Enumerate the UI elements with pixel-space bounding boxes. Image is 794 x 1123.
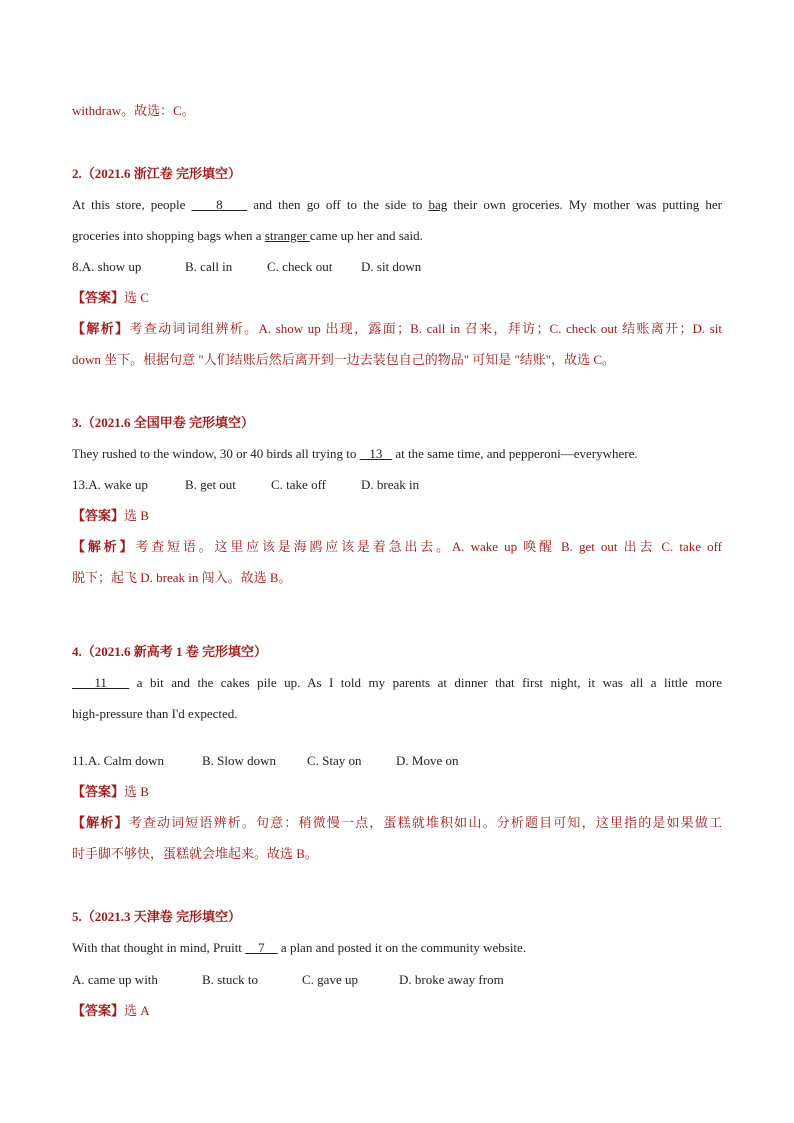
option-c: C. gave up: [302, 972, 358, 987]
analysis-label: 【解析】: [72, 815, 129, 830]
analysis-text: 考查短语。这里应该是海鸥应该是着急出去。A. wake up 唤醒 B. get out 出去 C. take off: [135, 539, 722, 554]
question-2-heading: 2.（2021.6 浙江卷 完形填空）: [72, 166, 242, 181]
question-4-heading: 4.（2021.6 新高考 1 卷 完形填空）: [72, 644, 268, 659]
option-a: A. came up with: [72, 972, 158, 987]
question-5-passage-line-1: [72, 940, 722, 956]
option-b: B. Slow down: [202, 753, 277, 768]
underlined-word-bag: bag: [428, 197, 448, 212]
answer-value: 选 B: [124, 508, 149, 523]
passage-text: their own groceries. My mother was putting her: [447, 197, 722, 212]
blank-7: 7: [245, 940, 278, 955]
question-3-options: [72, 477, 722, 493]
option-a: 8.A. show up: [72, 259, 142, 274]
option-d: D. break in: [361, 477, 420, 492]
question-4-analysis-line-2: 时手脚不够快，蛋糕就会堆起来。故选 B。: [72, 846, 318, 861]
option-a: 11.A. Calm down: [72, 753, 164, 768]
answer-label: 【答案】: [72, 508, 125, 523]
option-b: B. stuck to: [202, 972, 258, 987]
answer-label: 【答案】: [72, 290, 125, 305]
question-4-analysis-line-1: [72, 815, 722, 831]
question-4-passage-line-1: [72, 675, 722, 691]
option-c: C. Stay on: [307, 753, 362, 768]
analysis-text: 考查动词短语辨析。句意：稍微慢一点，蛋糕就堆积如山。分析题目可知，这里指的是如果做工: [128, 815, 722, 830]
option-d: D. Move on: [396, 753, 459, 768]
question-2-analysis-line-2: down 坐下。根据句意 "人们结账后然后离开到一边去装包自己的物品" 可知是 "结账"，故选 C。: [72, 352, 616, 367]
passage-text: and then go off to the side to: [247, 197, 429, 212]
passage-text: They rushed to the window, 30 or 40 birds all trying to: [72, 446, 360, 461]
answer-label: 【答案】: [72, 1003, 125, 1018]
previous-analysis-tail: withdraw。故选：C。: [72, 103, 195, 118]
question-2-passage-line-2: [72, 228, 722, 244]
underlined-word-stranger: stranger: [264, 228, 310, 243]
passage-text: With that thought in mind, Pruitt: [72, 940, 246, 955]
option-d: D. sit down: [361, 259, 422, 274]
option-b: B. call in: [185, 259, 233, 274]
question-4-passage-line-2: high-pressure than I'd expected.: [72, 706, 238, 721]
question-2-options: [72, 259, 722, 275]
question-4-answer: [72, 784, 722, 800]
blank-11: 11: [72, 675, 130, 690]
question-5-answer: [72, 1003, 722, 1019]
option-d: D. broke away from: [399, 972, 504, 987]
passage-text: At this store, people: [72, 197, 192, 212]
answer-value: 选 C: [124, 290, 149, 305]
question-5-heading: 5.（2021.3 天津卷 完形填空）: [72, 909, 242, 924]
passage-text: at the same time, and pepperoni—everywhere.: [392, 446, 638, 461]
passage-text: groceries into shopping bags when a: [72, 228, 265, 243]
passage-text: a bit and the cakes pile up. As I told my parents at dinner that first night, it was all a little more: [129, 675, 722, 690]
analysis-label: 【解析】: [72, 321, 130, 336]
question-2-answer: [72, 290, 722, 306]
option-c: C. take off: [271, 477, 326, 492]
question-3-analysis-line-2: 脱下；起飞 D. break in 闯入。故选 B。: [72, 570, 292, 585]
question-4-options: [72, 753, 722, 769]
answer-value: 选 B: [124, 784, 149, 799]
option-b: B. get out: [185, 477, 236, 492]
passage-text: a plan and posted it on the community website.: [277, 940, 527, 955]
question-3-answer: [72, 508, 722, 524]
question-3-analysis-line-1: [72, 539, 722, 555]
passage-text: came up her and said.: [309, 228, 423, 243]
option-a: 13.A. wake up: [72, 477, 148, 492]
question-3-heading: 3.（2021.6 全国甲卷 完形填空）: [72, 415, 255, 430]
answer-label: 【答案】: [72, 784, 125, 799]
blank-13: 13: [359, 446, 393, 461]
option-c: C. check out: [267, 259, 333, 274]
question-5-options: [72, 972, 722, 988]
question-3-passage-line-1: [72, 446, 722, 462]
analysis-text: 考查动词词组辨析。A. show up 出现，露面；B. call in 召来，拜访；C. check out 结账离开；D. sit: [129, 321, 722, 336]
question-2-analysis-line-1: [72, 321, 722, 337]
blank-8: 8: [191, 197, 248, 212]
answer-value: 选 A: [124, 1003, 150, 1018]
question-2-passage-line-1: [72, 197, 722, 213]
analysis-label: 【解析】: [72, 539, 136, 554]
